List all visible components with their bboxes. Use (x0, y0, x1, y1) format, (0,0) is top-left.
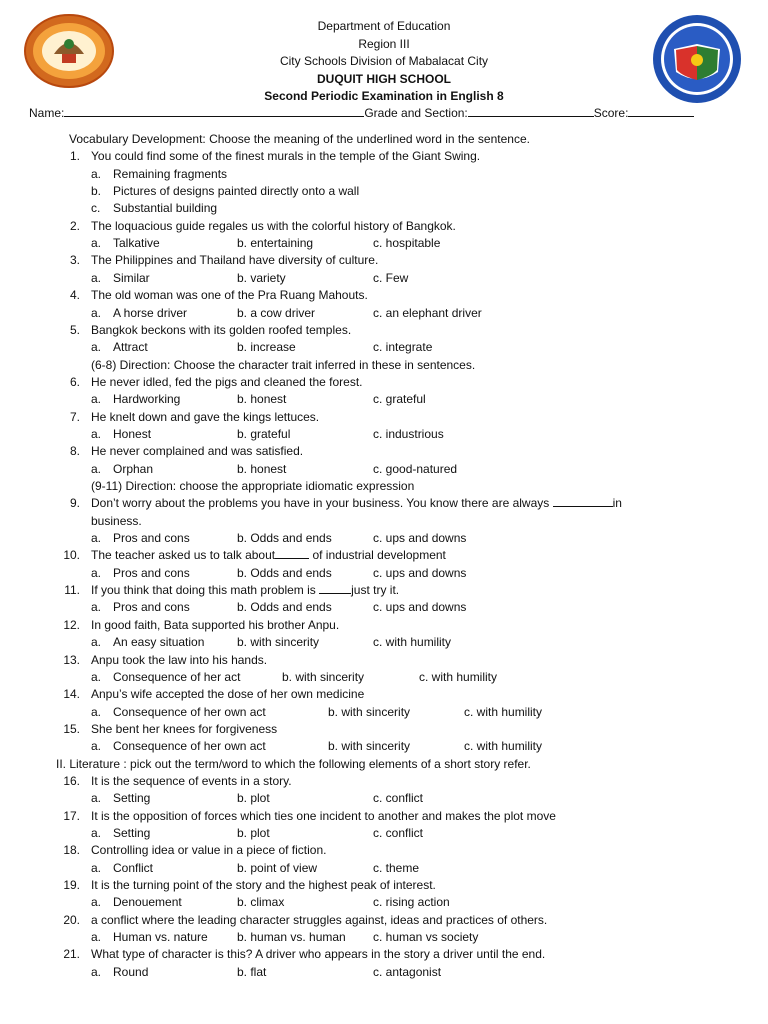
choice-b[interactable]: b. with sincerity (282, 669, 365, 684)
question-text-part: Don’t worry about the problems you have in your business. You know there are always (91, 496, 553, 511)
choice-b[interactable]: b. plot (237, 826, 270, 840)
question-number: 21. (63, 947, 80, 962)
question-text-part: The teacher asked us to talk about (91, 548, 276, 563)
choice-c[interactable]: c. theme (373, 860, 420, 875)
question-text: In good faith, Bata supported his brother Anpu. (91, 617, 340, 632)
question-row (0, 374, 768, 391)
question-text-part: just try it. (351, 583, 400, 598)
choice-a[interactable]: Consequence of her own act (113, 704, 266, 719)
question-number: 8. (69, 444, 80, 459)
region-title: Region III (358, 36, 410, 51)
question-row (0, 721, 768, 738)
question-row (0, 547, 768, 564)
question-text: He knelt down and gave the kings lettuces. (91, 409, 320, 424)
question-row (0, 409, 768, 426)
question-text-part: in (612, 496, 622, 511)
choice-a[interactable]: Setting (113, 791, 151, 806)
choice-c[interactable]: c. hospitable (373, 236, 441, 251)
choice-letter: a. (91, 635, 102, 650)
division-title: City Schools Division of Mabalacat City (279, 54, 489, 68)
name-field[interactable] (64, 105, 364, 117)
choice-letter: a. (91, 600, 102, 615)
question-row (0, 912, 768, 929)
question-row (0, 322, 768, 339)
question-number: 9. (69, 496, 80, 511)
choice-c[interactable]: c. ups and downs (373, 531, 467, 546)
question-number: 15. (63, 721, 80, 736)
question-row (0, 773, 768, 790)
choice-letter: a. (91, 565, 102, 580)
choice-b[interactable]: b. climax (237, 895, 285, 910)
question-text: He never complained and was satisfied. (91, 444, 304, 459)
question-number: 16. (63, 773, 80, 788)
question-row (0, 652, 768, 669)
vocab-direction: Vocabulary Development: Choose the meaning of the underlined word in the sentence. (69, 132, 530, 146)
choice-row (0, 183, 768, 200)
question-text: a conflict where the leading character struggles against, ideas and practices of others. (91, 912, 548, 927)
question-number: 13. (63, 652, 80, 667)
question-row (0, 218, 768, 235)
question-row (0, 148, 768, 165)
choices-row (0, 704, 768, 721)
question-row (0, 443, 768, 460)
question-row-continued (0, 513, 768, 530)
question-text: Bangkok beckons with its golden roofed temples. (91, 322, 352, 337)
choice-letter: c. (91, 201, 101, 216)
choice-row (0, 166, 768, 183)
student-info-line (29, 105, 741, 120)
choice-c[interactable]: c. Few (373, 270, 409, 285)
choice-letter: a. (91, 791, 102, 806)
choices-row (0, 738, 768, 755)
choice-b[interactable]: b. honest (237, 461, 287, 476)
choice-b[interactable]: b. flat (237, 964, 267, 979)
choices-row (0, 599, 768, 616)
choice-b[interactable]: b. Odds and ends (237, 565, 332, 580)
choice-b[interactable]: b. grateful (237, 426, 291, 441)
choice-a[interactable]: Pros and cons (113, 531, 190, 546)
question-text: It is the turning point of the story and the highest peak of interest. (91, 878, 436, 893)
choice-letter: a. (91, 860, 102, 875)
question-row (0, 252, 768, 269)
question-row (0, 287, 768, 304)
choice-letter: a. (91, 426, 102, 441)
choice-letter: a. (91, 166, 102, 181)
choice-c[interactable]: c. grateful (373, 392, 426, 407)
choice-letter: a. (91, 826, 102, 840)
question-number: 6. (69, 374, 80, 389)
question-number: 2. (69, 218, 80, 233)
choice-c[interactable]: c. ups and downs (373, 600, 467, 615)
choice-letter: a. (91, 340, 102, 355)
choices-row (0, 426, 768, 443)
choices-row (0, 894, 768, 911)
choice-a[interactable]: Remaining fragments (113, 166, 228, 181)
choice-c[interactable]: c. conflict (373, 826, 424, 840)
question-text-part: of industrial development (309, 548, 446, 563)
answer-blank[interactable] (275, 547, 309, 559)
question-text: Anpu took the law into his hands. (91, 652, 268, 667)
choice-c[interactable]: c. conflict (373, 791, 424, 806)
literature-direction: II. Literature : pick out the term/word to which the following elements of a short story refer. (56, 756, 531, 771)
choice-c[interactable]: Substantial building (113, 201, 218, 216)
choice-a[interactable]: A horse driver (113, 305, 188, 320)
trait-direction-row (0, 357, 768, 374)
choices-row (0, 825, 768, 842)
question-number: 4. (69, 288, 80, 303)
choice-letter: a. (91, 669, 102, 684)
choices-row (0, 860, 768, 877)
choices-row (0, 461, 768, 478)
score-label: Score: (593, 106, 629, 120)
choice-b[interactable]: b. with sincerity (237, 635, 320, 650)
vocab-direction-row (0, 131, 768, 148)
choice-b[interactable]: Pictures of designs painted directly onto a wall (113, 184, 360, 199)
choices-row (0, 235, 768, 252)
grade-section-label: Grade and Section: (364, 106, 468, 120)
choices-row (0, 790, 768, 807)
question-text: The loquacious guide regales us with the colorful history of Bangkok. (91, 218, 456, 233)
question-text: It is the sequence of events in a story. (91, 773, 292, 788)
question-text: He never idled, fed the pigs and cleaned the forest. (91, 374, 363, 389)
choice-letter: a. (91, 461, 102, 476)
choice-c[interactable]: c. integrate (373, 340, 433, 355)
question-row (0, 495, 768, 512)
choice-a[interactable]: Human vs. nature (113, 930, 208, 945)
exam-title: Second Periodic Examination in English 8 (264, 89, 504, 103)
document-header (0, 18, 768, 106)
choice-c[interactable]: c. antagonist (373, 964, 442, 979)
question-text: She bent her knees for forgiveness (91, 721, 278, 736)
choice-b[interactable]: b. increase (237, 340, 296, 355)
choice-b[interactable]: b. Odds and ends (237, 600, 332, 615)
question-row (0, 842, 768, 859)
question-number: 20. (63, 912, 80, 927)
school-name: DUQUIT HIGH SCHOOL (317, 71, 451, 86)
choice-a[interactable]: Honest (113, 426, 152, 441)
choice-letter: a. (91, 305, 102, 320)
choice-letter: a. (91, 930, 102, 945)
score-field[interactable] (628, 105, 694, 117)
question-row (0, 877, 768, 894)
question-text (91, 495, 622, 512)
choice-a[interactable]: Attract (113, 340, 148, 355)
trait-direction: (6-8) Direction: Choose the character trait inferred in these in sentences. (91, 357, 476, 372)
answer-blank[interactable] (319, 582, 351, 594)
department-title: Department of Education (317, 19, 451, 33)
choice-b[interactable]: b. variety (237, 270, 286, 285)
literature-direction-row (0, 756, 768, 773)
choice-b[interactable]: b. Odds and ends (237, 531, 332, 546)
choice-letter: a. (91, 392, 102, 407)
choice-letter: a. (91, 270, 102, 285)
choice-a[interactable]: Setting (113, 826, 151, 840)
question-text-part: If you think that doing this math problem is (91, 583, 320, 598)
choice-a[interactable]: Orphan (113, 461, 154, 476)
choices-row (0, 270, 768, 287)
question-text: Anpu’s wife accepted the dose of her own medicine (91, 687, 365, 702)
question-text: You could find some of the finest murals in the temple of the Giant Swing. (91, 149, 481, 164)
choice-c[interactable]: c. with humility (464, 704, 543, 719)
question-number: 18. (63, 843, 80, 858)
choice-a[interactable]: An easy situation (113, 635, 205, 650)
question-number: 12. (63, 617, 80, 632)
question-row (0, 582, 768, 599)
choice-b[interactable]: b. human vs. human (237, 930, 346, 945)
choice-a[interactable]: Consequence of her act (113, 669, 241, 684)
question-row (0, 808, 768, 825)
question-number: 3. (69, 253, 80, 268)
choices-row (0, 634, 768, 651)
question-number: 19. (63, 878, 80, 893)
choices-row (0, 565, 768, 582)
choices-row (0, 530, 768, 547)
choice-letter: b. (91, 184, 102, 199)
question-number: 17. (63, 808, 80, 823)
grade-section-field[interactable] (468, 105, 594, 117)
choice-c[interactable]: c. with humility (419, 669, 498, 684)
choices-row (0, 669, 768, 686)
choice-a[interactable]: Talkative (113, 236, 160, 251)
choices-row (0, 929, 768, 946)
choice-a[interactable]: Pros and cons (113, 600, 190, 615)
question-row (0, 617, 768, 634)
question-number: 11. (64, 583, 80, 598)
idiom-direction-row (0, 478, 768, 495)
choices-row (0, 305, 768, 322)
choice-b[interactable]: b. entertaining (237, 236, 314, 251)
choice-a[interactable]: Hardworking (113, 392, 181, 407)
idiom-direction: (9-11) Direction: choose the appropriate idiomatic expression (91, 479, 415, 493)
choice-c[interactable]: c. with humility (464, 739, 543, 754)
question-number: 5. (69, 322, 80, 337)
question-text (91, 547, 446, 564)
choice-letter: a. (91, 704, 102, 719)
question-text-continued: business. (91, 513, 142, 528)
question-number: 10. (63, 548, 80, 563)
question-text: What type of character is this? A driver who appears in the story a driver until the end. (91, 947, 546, 962)
choice-a[interactable]: Consequence of her own act (113, 739, 266, 754)
question-row (0, 946, 768, 963)
choice-c[interactable]: c. with humility (373, 635, 452, 650)
question-text: It is the opposition of forces which ties one incident to another and makes the plot move (91, 808, 556, 823)
choice-a[interactable]: Round (113, 964, 149, 979)
choice-c[interactable]: c. ups and downs (373, 565, 467, 580)
question-number: 7. (69, 409, 80, 424)
choices-row (0, 339, 768, 356)
question-text: The Philippines and Thailand have diversity of culture. (91, 253, 379, 268)
question-text: Controlling idea or value in a piece of fiction. (91, 843, 327, 858)
question-text (91, 582, 399, 599)
choice-c[interactable]: c. good-natured (373, 461, 458, 476)
answer-blank[interactable] (553, 495, 613, 507)
choice-a[interactable]: Pros and cons (113, 565, 190, 580)
choice-letter: a. (91, 236, 102, 251)
choice-a[interactable]: Denouement (113, 895, 182, 910)
choice-a[interactable]: Similar (113, 270, 150, 285)
question-number: 1. (69, 149, 80, 164)
question-text: The old woman was one of the Pra Ruang Mahouts. (91, 288, 368, 303)
choice-c[interactable]: c. industrious (373, 426, 444, 441)
choice-letter: a. (91, 531, 102, 546)
choice-letter: a. (91, 964, 102, 979)
question-row (0, 686, 768, 703)
choice-row (0, 200, 768, 217)
choice-a[interactable]: Conflict (113, 860, 154, 875)
choice-b[interactable]: b. a cow driver (237, 305, 316, 320)
question-number: 14. (63, 687, 80, 702)
choice-b[interactable]: b. with sincerity (328, 739, 411, 754)
choice-b[interactable]: b. honest (237, 392, 287, 407)
choice-b[interactable]: b. with sincerity (328, 704, 411, 719)
name-label: Name: (29, 106, 65, 120)
choices-row (0, 964, 768, 981)
choices-row (0, 391, 768, 408)
choice-b[interactable]: b. plot (237, 791, 270, 806)
choice-c[interactable]: c. human vs society (373, 930, 479, 945)
choice-c[interactable]: c. rising action (373, 895, 450, 910)
choice-letter: a. (91, 739, 102, 754)
choice-b[interactable]: b. point of view (237, 860, 318, 875)
choice-c[interactable]: c. an elephant driver (373, 305, 482, 320)
choice-letter: a. (91, 895, 102, 910)
